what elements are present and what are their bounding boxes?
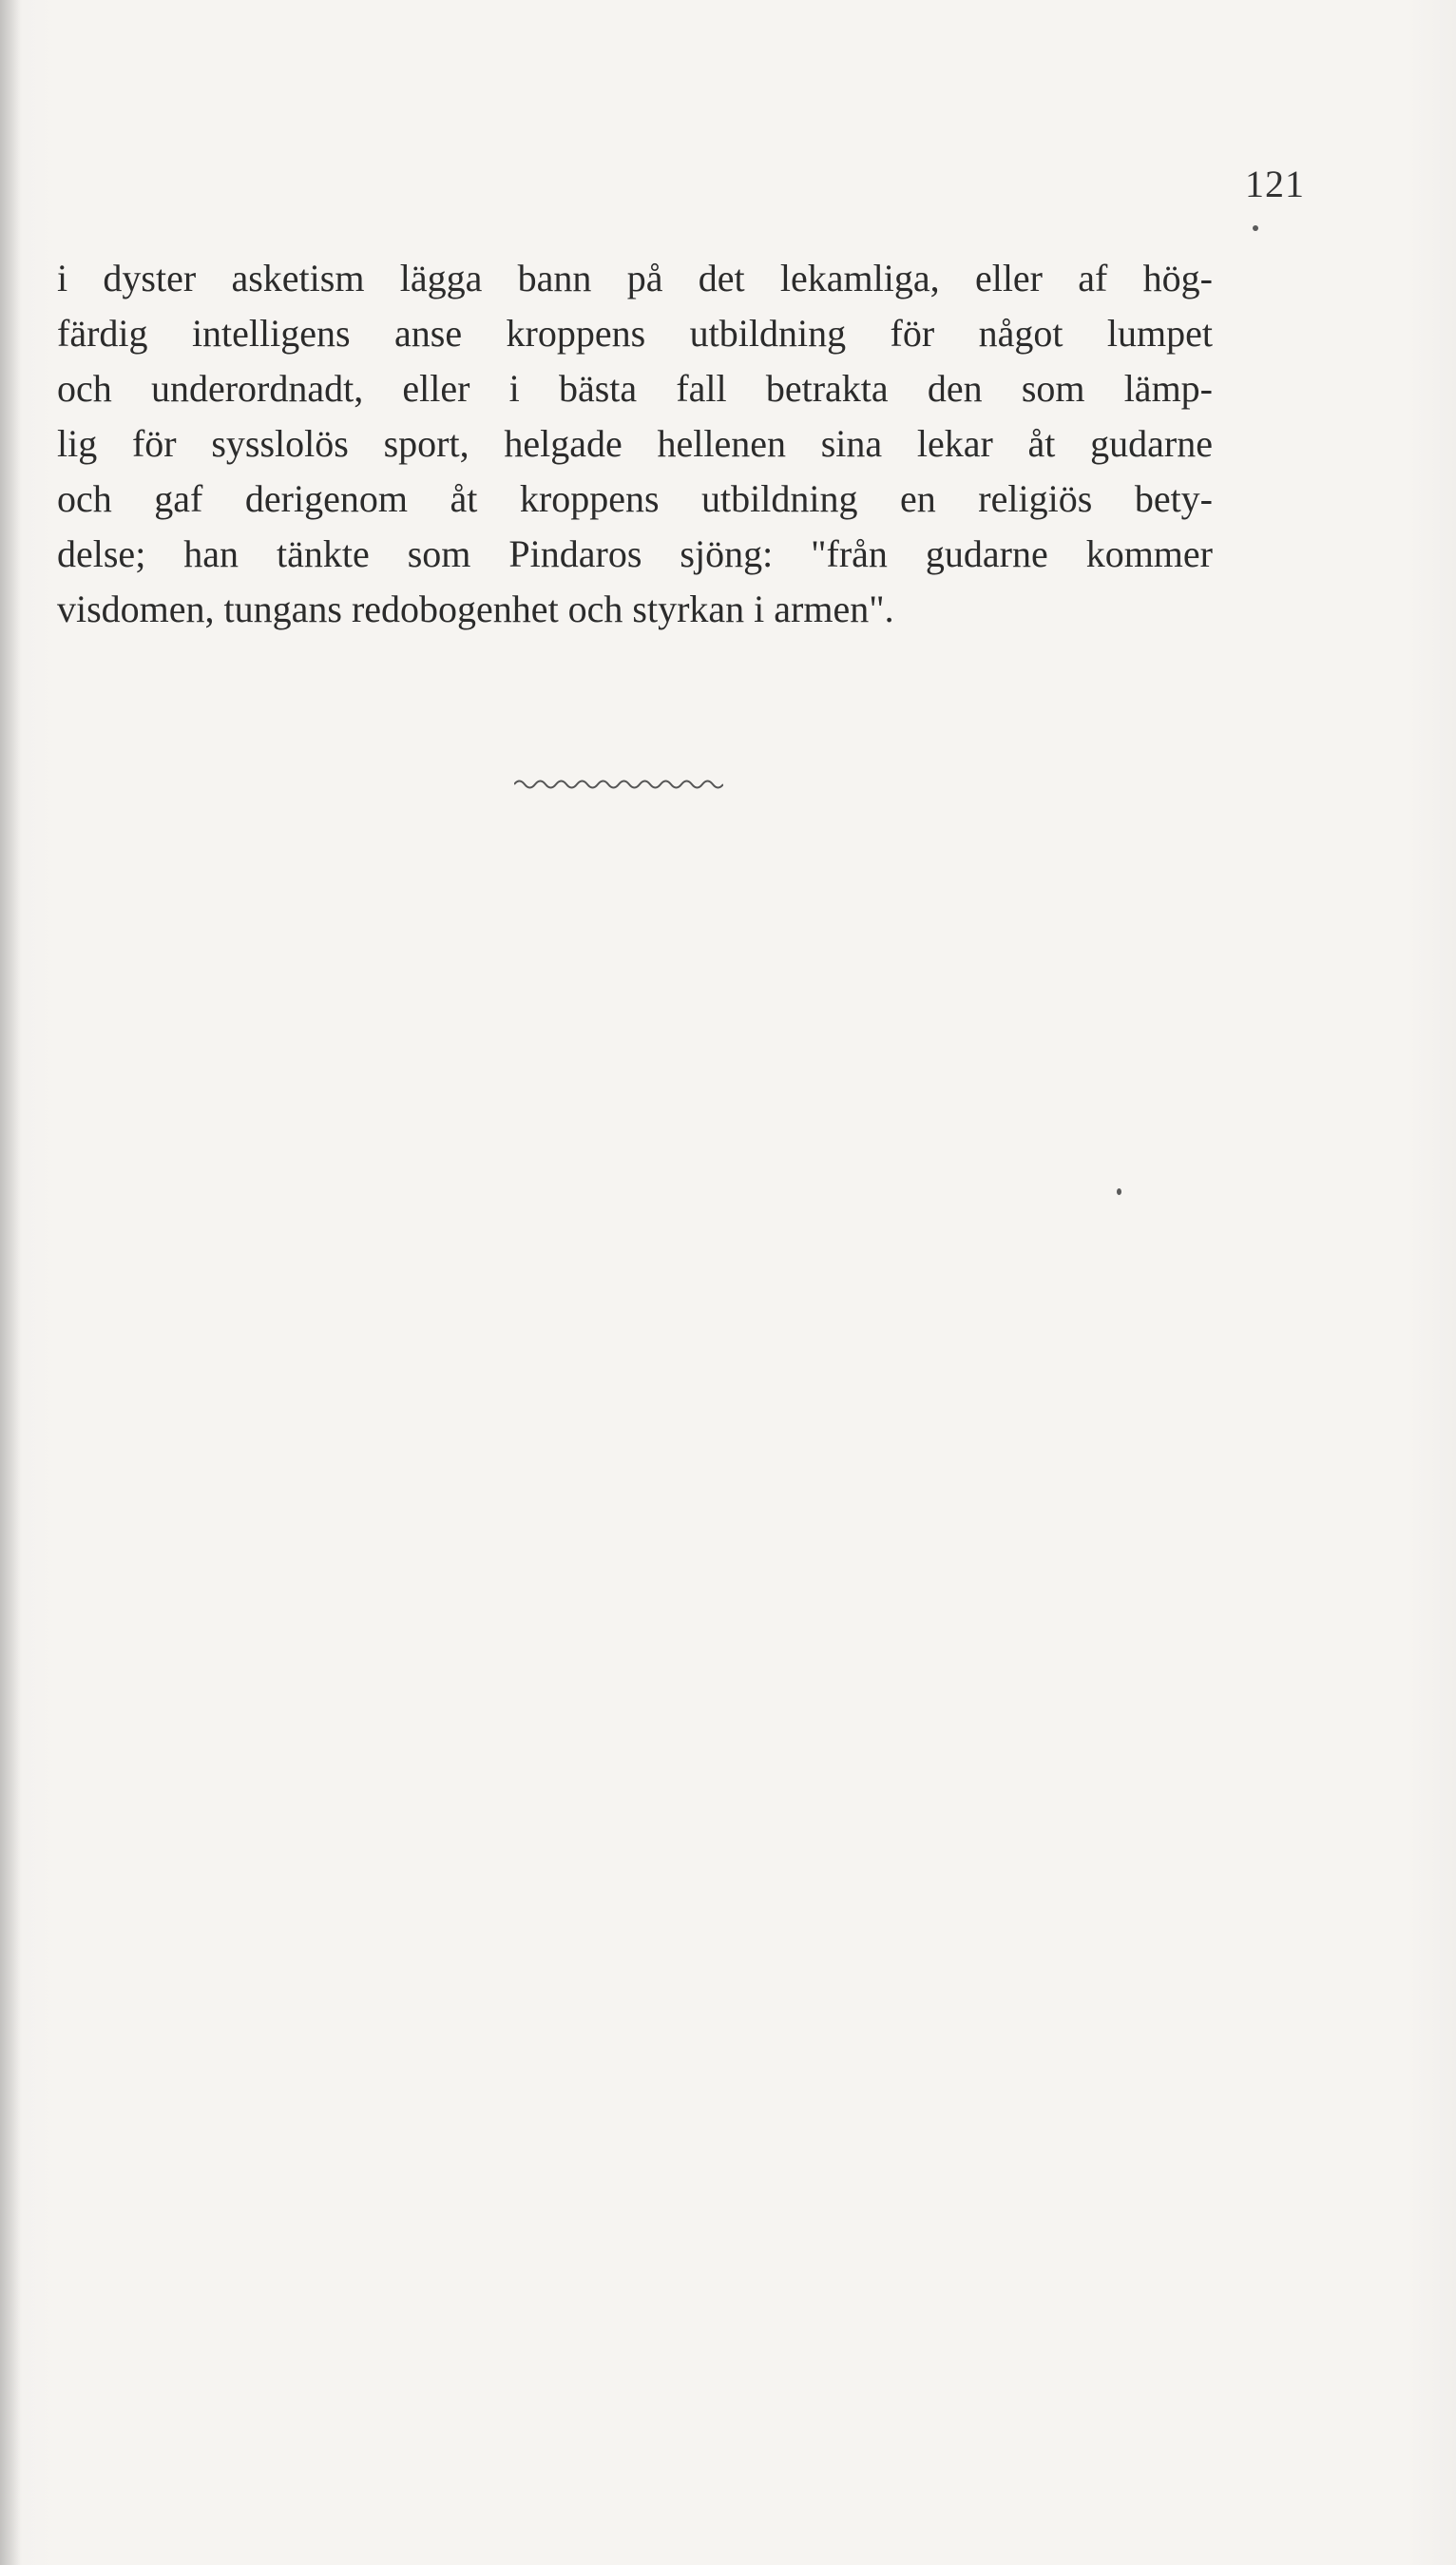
text-line: delse; han tänkte som Pindaros sjöng: "från gudarne kommer (57, 532, 1213, 575)
text-line: i dyster asketism lägga bann på det lekamliga, eller af hög- (57, 257, 1213, 299)
body-text (57, 251, 1213, 637)
ink-speck (1253, 225, 1258, 231)
text-line: lig för sysslolös sport, helgade hellenen sina lekar åt gudarne (57, 422, 1213, 465)
text-line: färdig intelligens anse kroppens utbildning för något lumpet (57, 312, 1213, 355)
text-line: och gaf derigenom åt kroppens utbildning en religiös bety- (57, 477, 1213, 520)
gutter-shadow (0, 0, 21, 2565)
wavy-rule-icon (514, 778, 723, 791)
ink-speck (1117, 1188, 1121, 1195)
text-line: visdomen, tungans redobogenhet och styrkan i armen". (57, 588, 894, 630)
text-line: och underordnadt, eller i bästa fall betrakta den som lämp- (57, 367, 1213, 410)
page-number: 121 (1245, 163, 1305, 205)
